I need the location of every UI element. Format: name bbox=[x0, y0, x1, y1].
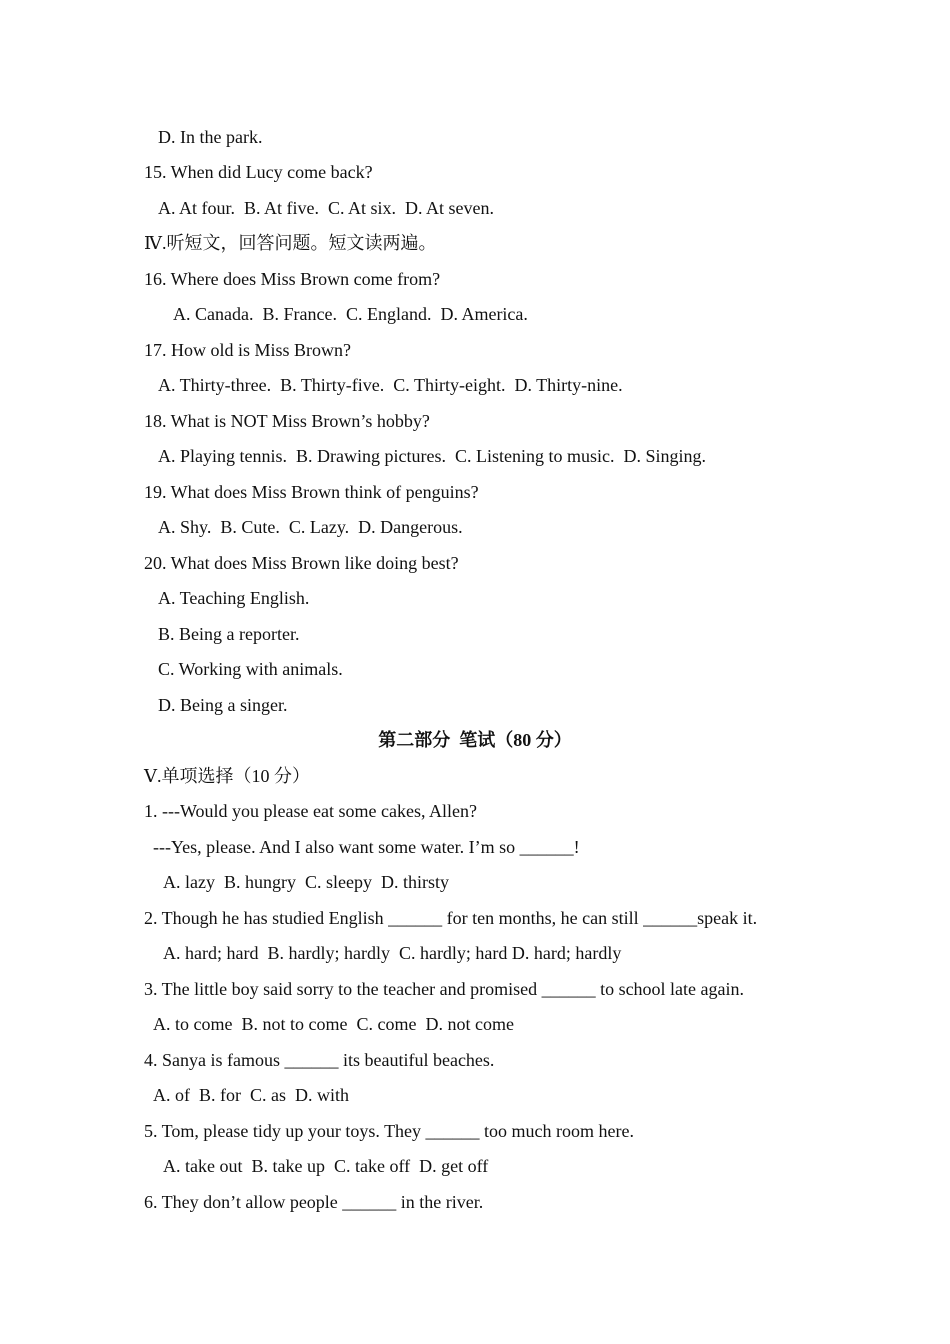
q15-question: 15. When did Lucy come back? bbox=[144, 162, 373, 182]
q17-options: A. Thirty-three. B. Thirty-five. C. Thirty-eight. D. Thirty-nine. bbox=[158, 375, 623, 395]
part-two-heading: 第二部分 笔试（80 分） bbox=[378, 730, 572, 750]
q20-option-d: D. Being a singer. bbox=[158, 695, 288, 715]
q18-options: A. Playing tennis. B. Drawing pictures. C. Listening to music. D. Singing. bbox=[158, 446, 706, 466]
section-iv-heading: Ⅳ.听短文，回答问题。短文读两遍。 bbox=[144, 233, 437, 253]
mc1-options: A. lazy B. hungry C. sleepy D. thirsty bbox=[163, 872, 449, 892]
q20-option-b: B. Being a reporter. bbox=[158, 624, 300, 644]
q15-options: A. At four. B. At five. C. At six. D. At seven. bbox=[158, 198, 495, 218]
mc3-question: 3. The little boy said sorry to the teacher and promised ______ to school late again. bbox=[144, 979, 745, 999]
q16-options: A. Canada. B. France. C. England. D. America. bbox=[173, 304, 528, 324]
mc5-question: 5. Tom, please tidy up your toys. They ______ too much room here. bbox=[144, 1121, 635, 1141]
mc4-options: A. of B. for C. as D. with bbox=[153, 1085, 349, 1105]
q14-option-d: D. In the park. bbox=[158, 127, 263, 147]
q19-options: A. Shy. B. Cute. C. Lazy. D. Dangerous. bbox=[158, 517, 463, 537]
mc2-options: A. hard; hard B. hardly; hardly C. hardly; hard D. hard; hardly bbox=[163, 943, 622, 963]
q16-question: 16. Where does Miss Brown come from? bbox=[144, 269, 441, 289]
mc2-question: 2. Though he has studied English ______ for ten months, he can still ______speak it. bbox=[144, 908, 758, 928]
q20-option-c: C. Working with animals. bbox=[158, 659, 343, 679]
section-v-heading: Ⅴ.单项选择（10 分） bbox=[144, 766, 310, 786]
q19-question: 19. What does Miss Brown think of penguins? bbox=[144, 482, 479, 502]
q18-question: 18. What is NOT Miss Brown’s hobby? bbox=[144, 411, 430, 431]
mc3-options: A. to come B. not to come C. come D. not come bbox=[153, 1014, 514, 1034]
mc6-question: 6. They don’t allow people ______ in the river. bbox=[144, 1192, 484, 1212]
q20-question: 20. What does Miss Brown like doing best? bbox=[144, 553, 459, 573]
mc1-question-reply: ---Yes, please. And I also want some water. I’m so ______! bbox=[153, 837, 580, 857]
mc1-question: 1. ---Would you please eat some cakes, Allen? bbox=[144, 801, 477, 821]
q20-option-a: A. Teaching English. bbox=[158, 588, 310, 608]
mc4-question: 4. Sanya is famous ______ its beautiful beaches. bbox=[144, 1050, 495, 1070]
q17-question: 17. How old is Miss Brown? bbox=[144, 340, 352, 360]
mc5-options: A. take out B. take up C. take off D. get off bbox=[163, 1156, 489, 1176]
